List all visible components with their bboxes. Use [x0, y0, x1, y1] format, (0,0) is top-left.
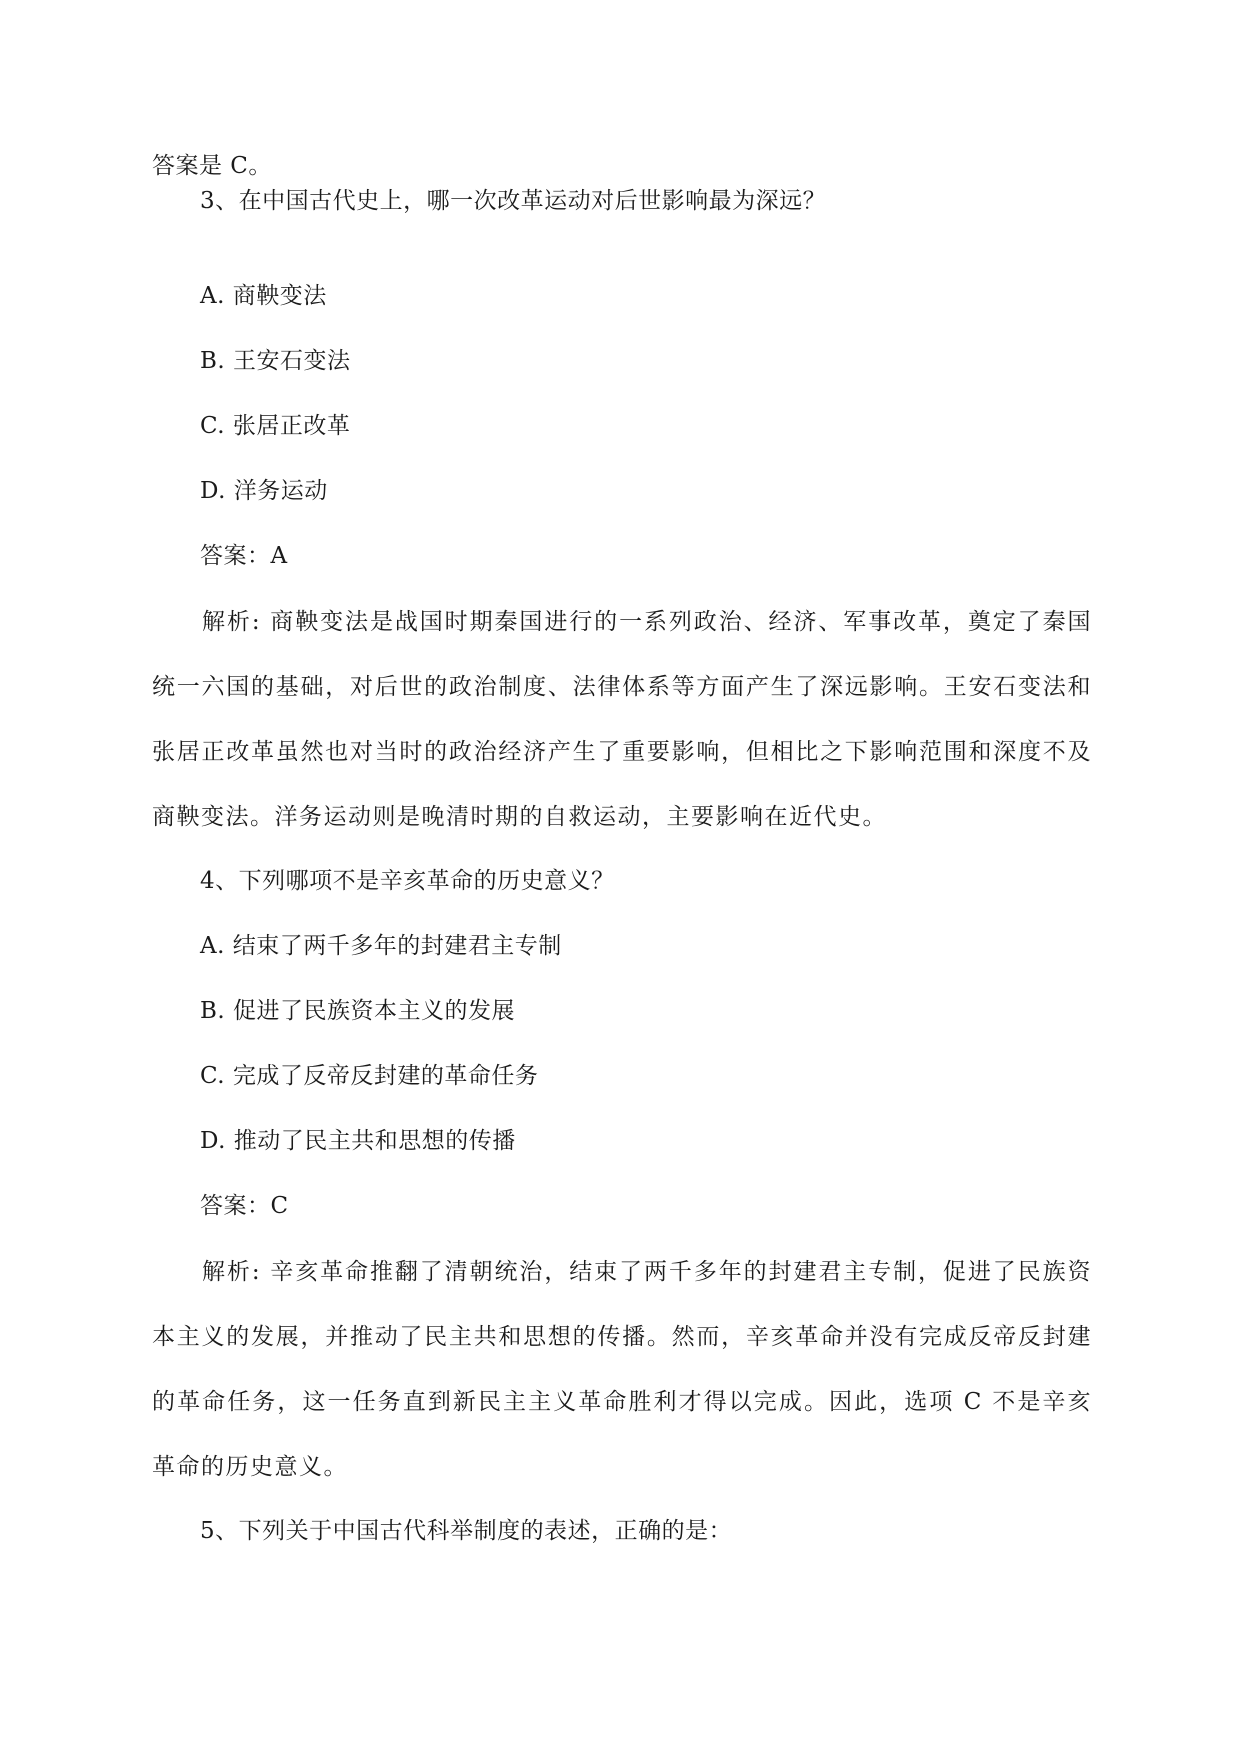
question-3-analysis: 解析: 商鞅变法是战国时期秦国进行的一系列政治、经济、军事改革，奠定了秦国统一六国的基础，对后世的政治制度、法律体系等方面产生了深远影响。王安石变法和张居正改革虽然也对当时的政治经济产生了重要影响，但相比之下影响范围和深度不及商鞅变法。洋务运动则是晚清时期的自救运动，主要影响在近代史。 — [152, 609, 1092, 830]
question-3-option-c: C. 张居正改革 — [200, 413, 351, 439]
question-4-option-d: D. 推动了民主共和思想的传播 — [200, 1128, 516, 1154]
question-4-answer: 答案：C — [200, 1193, 289, 1219]
question-3-answer: 答案：A — [200, 543, 288, 569]
question-4-option-a: A. 结束了两千多年的封建君主专制 — [200, 933, 562, 959]
question-5-stem: 5、下列关于中国古代科举制度的表述，正确的是： — [200, 1518, 733, 1544]
question-3-option-b: B. 王安石变法 — [200, 348, 351, 374]
question-4-analysis: 解析: 辛亥革命推翻了清朝统治，结束了两千多年的封建君主专制，促进了民族资本主义的发展，并推动了民主共和思想的传播。然而，辛亥革命并没有完成反帝反封建的革命任务，这一任务直到新民主主义革命胜利才得以完成。因此，选项 C 不是辛亥革命的历史意义。 — [152, 1259, 1092, 1480]
question-4-option-b: B. 促进了民族资本主义的发展 — [200, 998, 516, 1024]
question-3-option-a: A. 商鞅变法 — [200, 283, 327, 309]
question-3-option-d: D. 洋务运动 — [200, 478, 328, 504]
question-3-stem: 3、在中国古代史上，哪一次改革运动对后世影响最为深远？ — [200, 188, 827, 214]
previous-answer: 答案是 C。 — [152, 153, 272, 179]
question-4-option-c: C. 完成了反帝反封建的革命任务 — [200, 1063, 539, 1089]
question-4-stem: 4、下列哪项不是辛亥革命的历史意义？ — [200, 868, 615, 894]
